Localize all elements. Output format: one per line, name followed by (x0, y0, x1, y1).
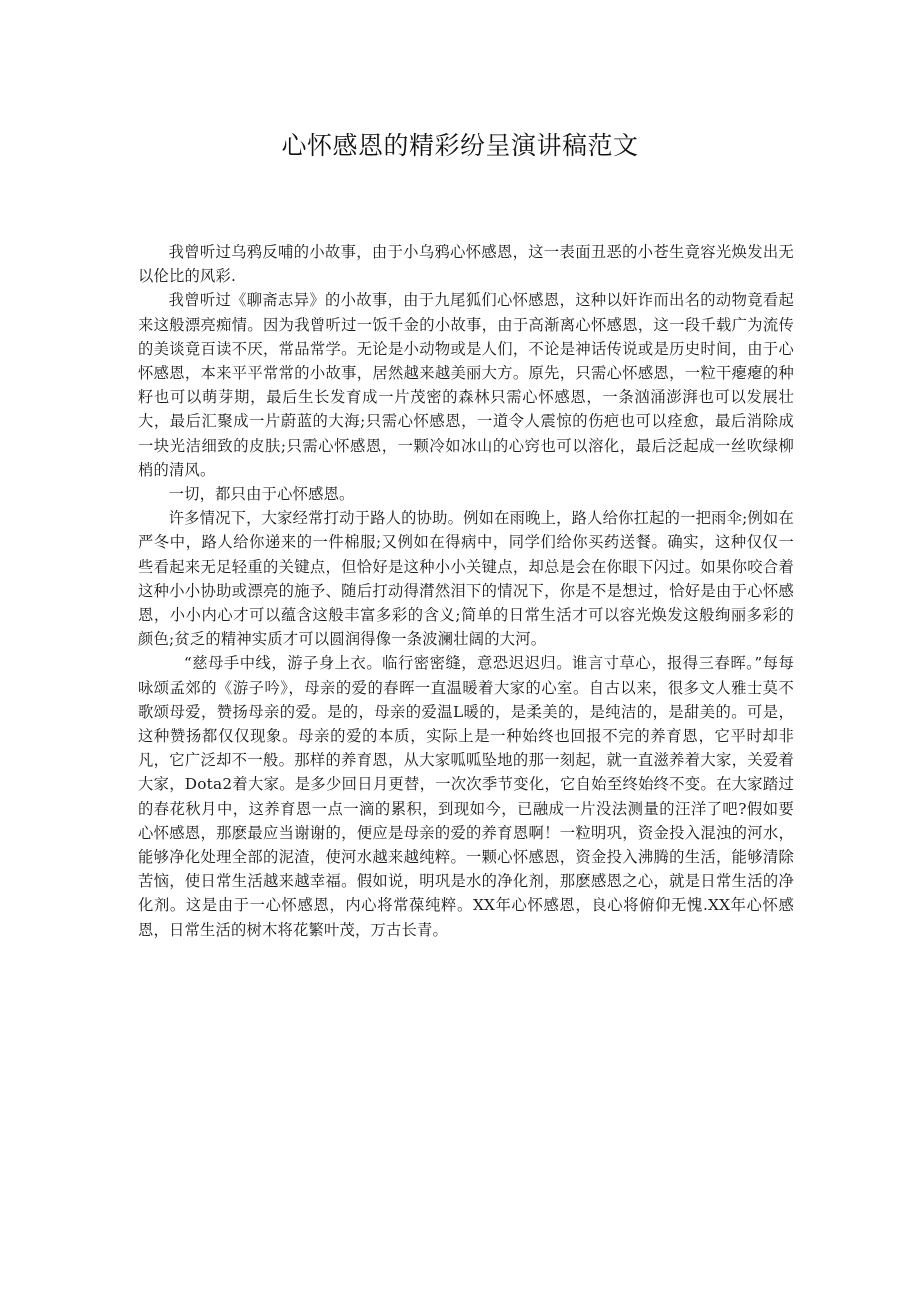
page-title: 心怀感恩的精彩纷呈演讲稿范文 (281, 131, 639, 160)
paragraph-passerby-help: 许多情况下，大家经常打动于路人的协助。例如在雨晚上，路人给你扛起的一把雨伞;例如在严冬中，路人给你递来的一件棉服;又例如在得病中，同学们给你买药送餐。确实，这种仅仅一些看起来无足轻重的关键点，但恰好是这种小小关键点，却总是会在你眼下闪过。如果你咬合着这种小小协助或漂亮的施予、随后打动得潸然泪下的情况下，你是不是想过，恰好是由于心怀感恩，小小内心才可以蕴含这般丰富多彩的含义;简单的日常生活才可以容光焕发这般绚丽多彩的颜色;贫乏的精神实质才可以圆润得像一条波澜壮阔的大河。 (138, 509, 794, 649)
paragraph-crow-story: 我曾听过乌鸦反哺的小故事，由于小乌鸦心怀感恩，这一表面丑恶的小苍生竟容光焕发出无以伦比的风彩. (138, 243, 794, 286)
paragraph-mothers-love: “慈母手中线，游子身上衣。临行密密缝，意恐迟迟归。谁言寸草心，报得三春晖。”每每咏颂孟郊的《游子吟》，母亲的爱的春晖一直温暖着大家的心室。自古以来，很多文人雅士莫不歌颂母爱，赞扬母亲的爱。是的，母亲的爱温L暖的，是柔美的，是纯洁的，是甜美的。可是，这种赞扬都仅仅现象。母亲的爱的本质，实际上是一种始终也回报不完的养育恩，它平时却非凡，它广泛却不一般。那样的养育恩，从大家呱呱坠地的那一刻起，就一直滋养着大家，关爱着大家，Dota2着大家。是多少回日月更替，一次次季节变化，它自始至终始终不变。在大家踏过的春花秋月中，这养育恩一点一滴的累积，到现如今，已融成一片没法测量的汪洋了吧?假如要心怀感恩，那麽最应当谢谢的，便应是母亲的爱的养育恩啊！一粒明巩，资金投入混浊的河水，能够净化处理全部的泥渣，使河水越来越纯粹。一颗心怀感恩，资金投入沸腾的生活，能够清除苦恼，使日常生活越来越幸福。假如说，明巩是水的净化剂，那麽感恩之心，就是日常生活的净化剂。这是由于一心怀感恩，内心将常葆纯粹。XX年心怀感恩，良心将俯仰无愧.XX年心怀感恩，日常生活的树木将花繁叶茂，万古长青。 (138, 654, 794, 939)
article-body (138, 240, 794, 942)
paragraph-liaozhai-story: 我曾听过《聊斋志异》的小故事，由于九尾狐们心怀感恩，这种以奸诈而出名的动物竟看起来这般漂亮痴情。因为我曾听过一饭千金的小故事，由于高渐离心怀感恩，这一段千载广为流传的美谈竟百读不厌，常品常学。无论是小动物或是人们，不论是神话传说或是历史时间，由于心怀感恩，本来平平常常的小故事，居然越来越美丽大方。原先，只需心怀感恩，一粒干瘪瘪的种籽也可以萌芽期，最后生长发育成一片茂密的森林只需心怀感恩，一条汹涌澎湃也可以发展壮大，最后汇聚成一片蔚蓝的大海;只需心怀感恩，一道令人震惊的伤疤也可以痊愈，最后消除成一块光洁细致的皮肤;只需心怀感恩，一颗冷如冰山的心窍也可以溶化，最后泛起成一丝吹绿柳梢的清风。 (138, 291, 794, 479)
paragraph-all-because-gratitude: 一切，都只由于心怀感恩。 (168, 485, 355, 504)
